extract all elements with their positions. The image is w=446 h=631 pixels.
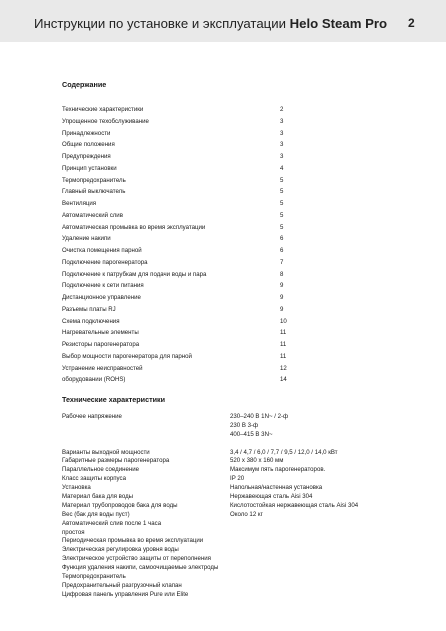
specs-heading: Технические характеристики <box>62 395 166 404</box>
toc-item <box>62 363 292 375</box>
toc-item <box>62 269 292 281</box>
toc-item-label: Принадлежности <box>62 129 111 137</box>
toc-item <box>62 222 292 234</box>
toc-item <box>62 233 292 245</box>
spec-label: Установка <box>62 484 91 492</box>
toc-item-label: Главный выключатель <box>62 188 126 196</box>
spec-row <box>62 466 402 475</box>
toc-item <box>62 292 292 304</box>
spec-row-voltage <box>62 413 402 422</box>
spec-value: 3,4 / 4,7 / 6,0 / 7,7 / 9,5 / 12,0 / 14,0 кВт <box>230 448 338 456</box>
toc-item-label: Подключение к патрубкам для подачи воды и пара <box>62 270 207 278</box>
toc-item-label: Технические характеристики <box>62 106 144 113</box>
spec-label: Варианты выходной мощности <box>62 448 150 456</box>
toc-item <box>62 280 292 292</box>
page-number: 2 <box>408 16 415 30</box>
specs-block <box>62 413 402 600</box>
spec-row <box>62 511 402 520</box>
spacer <box>62 440 402 449</box>
toc-item-label: Подключение парогенератора <box>62 258 148 266</box>
toc-item-page: 6 <box>280 247 284 254</box>
toc-item-page: 9 <box>280 305 284 313</box>
toc-item-page: 8 <box>280 270 284 278</box>
document-title <box>34 16 387 31</box>
toc-item <box>62 339 292 351</box>
toc-item-page: 3 <box>280 117 284 125</box>
toc-item-page: 5 <box>280 223 284 231</box>
toc-item-page: 5 <box>280 211 284 219</box>
spec-row <box>62 449 402 458</box>
spec-label: Габаритные размеры парогенератора <box>62 457 170 465</box>
spec-rows <box>62 449 402 520</box>
spec-row <box>62 457 402 466</box>
toc-item <box>62 304 292 316</box>
page-header <box>0 0 446 42</box>
spec-value: Напольная/настенная установка <box>230 484 323 492</box>
spec-label: Рабочее напряжение <box>62 413 122 420</box>
toc-item-label: Выбор мощности парогенератора для парной <box>62 352 192 360</box>
toc-item-page: 10 <box>280 317 287 325</box>
toc-item-page: 12 <box>280 364 287 372</box>
toc-item-label: Вентиляция <box>62 200 97 207</box>
spec-row-voltage <box>62 422 402 431</box>
toc-item-page: 5 <box>280 200 284 207</box>
toc-item-label: Предупреждения <box>62 153 111 160</box>
feature-line: Термопредохранитель <box>62 573 126 581</box>
toc-item-label: Автоматический слив <box>62 211 123 219</box>
toc-item <box>62 116 292 128</box>
spec-value: 230–240 В 1N~ / 2-ф <box>230 413 289 420</box>
toc-item-page: 11 <box>280 352 287 360</box>
toc-item <box>62 374 292 386</box>
toc-item-label: Дистанционное управление <box>62 294 141 301</box>
toc-item-label: Схема подключения <box>62 317 120 325</box>
feature-line: Электрическое устройство защиты от переполнения <box>62 555 211 563</box>
spec-label: Класс защиты корпуса <box>62 475 126 483</box>
spec-value: 400–415 В 3N~ <box>230 430 273 438</box>
spec-label: Вес (бак для воды пуст) <box>62 510 130 518</box>
spec-row <box>62 502 402 511</box>
feature-line: Электрическая регулировка уровня воды <box>62 546 179 554</box>
feature-line: Предохранительный разгрузочный клапан <box>62 581 182 589</box>
spec-value: IP 20 <box>230 475 245 483</box>
title-product: Helo Steam Pro <box>289 16 388 31</box>
toc-item <box>62 163 292 175</box>
spec-value: Максимум пять парогенераторов. <box>230 466 326 474</box>
spec-row-voltage <box>62 431 402 440</box>
toc-item-label: Нагревательные элементы <box>62 329 139 337</box>
title-prefix: Инструкции по установке и эксплуатации <box>34 16 286 31</box>
toc-item-page: 11 <box>280 329 287 337</box>
toc-item <box>62 257 292 269</box>
spec-value: 520 x 380 x 160 мм <box>230 457 284 465</box>
table-of-contents <box>62 104 292 386</box>
toc-item <box>62 151 292 163</box>
toc-item-label: Общие положения <box>62 141 115 149</box>
toc-item-label: Разъемы платы RJ <box>62 305 116 313</box>
toc-item <box>62 186 292 198</box>
toc-item-page: 6 <box>280 235 284 243</box>
feature-line: Функция удаления накипи, самоочищаемые электроды <box>62 564 219 572</box>
spec-row <box>62 493 402 502</box>
feature-line: Цифровая панель управления Pure или Elite <box>62 590 189 598</box>
toc-item-page: 9 <box>280 294 284 301</box>
toc-item <box>62 104 292 116</box>
toc-item-page: 5 <box>280 188 284 196</box>
spec-label: Параллельное соединение <box>62 466 140 474</box>
spec-features <box>62 520 402 600</box>
toc-item <box>62 175 292 187</box>
toc-item-label: Устранение неисправностей <box>62 364 143 372</box>
toc-item <box>62 351 292 363</box>
feature-line: Автоматический слив после 1 часа <box>62 519 162 527</box>
toc-item-label: Подключение к сети питания <box>62 282 144 290</box>
toc-item-page: 3 <box>280 141 284 149</box>
toc-item-page: 3 <box>280 153 284 160</box>
toc-item-label: Термопредохранитель <box>62 176 126 184</box>
spec-label: Материал бака для воды <box>62 493 134 501</box>
spec-label: Материал трубопроводов бака для воды <box>62 501 178 509</box>
toc-item-label: Удаление накипи <box>62 235 111 243</box>
toc-item-page: 11 <box>280 341 287 348</box>
toc-heading: Содержание <box>62 80 107 89</box>
toc-item-page: 9 <box>280 282 284 290</box>
spec-row <box>62 484 402 493</box>
toc-item-label: Автоматическая промывка во время эксплуатации <box>62 223 206 231</box>
toc-item <box>62 198 292 210</box>
toc-item-label: Принцип установки <box>62 164 117 172</box>
toc-item-label: Упрощенное техобслуживание <box>62 117 149 125</box>
toc-item-page: 3 <box>280 129 284 137</box>
toc-item <box>62 210 292 222</box>
spec-value: Кислотостойкая нержавеющая сталь Aisi 304 <box>230 501 359 509</box>
toc-item <box>62 128 292 140</box>
toc-item-page: 7 <box>280 258 284 266</box>
spec-value: Нержавеющая сталь Aisi 304 <box>230 493 313 501</box>
spec-value: Около 12 кг <box>230 510 263 518</box>
spec-row <box>62 475 402 484</box>
toc-item-page: 4 <box>280 164 284 172</box>
toc-item <box>62 245 292 257</box>
feature-line: простоя <box>62 528 85 536</box>
toc-item-page: 2 <box>280 106 284 113</box>
toc-item-label: оборудовании (ROHS) <box>62 376 126 384</box>
spec-value: 230 В 3-ф <box>230 421 259 429</box>
toc-item-label: Очистка помещения парной <box>62 247 142 254</box>
feature-line: Периодическая промывка во время эксплуатации <box>62 537 204 545</box>
toc-item-label: Резисторы парогенератора <box>62 341 140 348</box>
toc-item <box>62 316 292 328</box>
toc-item <box>62 139 292 151</box>
toc-item-page: 14 <box>280 376 287 384</box>
toc-item <box>62 327 292 339</box>
toc-item-page: 5 <box>280 176 284 184</box>
